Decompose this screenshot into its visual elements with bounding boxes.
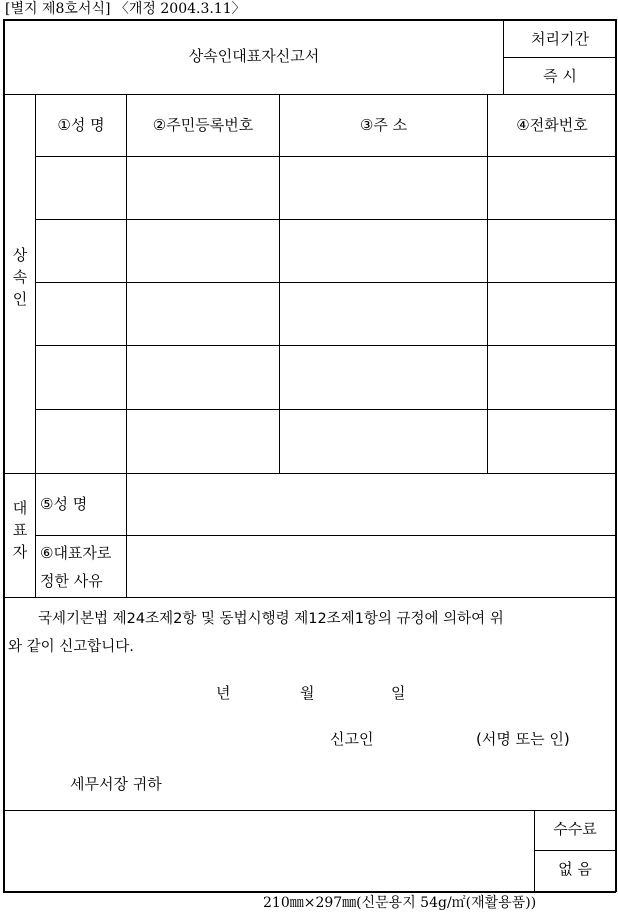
signature-note: (서명 또는 인) <box>476 730 570 748</box>
declaration-line2: 와 같이 신고합니다. <box>8 639 134 655</box>
heir-address-cell[interactable] <box>280 220 487 282</box>
heir-name-cell[interactable] <box>36 157 126 219</box>
column-header-phone: ④전화번호 <box>516 116 588 134</box>
heir-name-cell[interactable] <box>36 283 126 345</box>
processing-period-label: 처리기간 <box>531 30 589 48</box>
heir-phone-cell[interactable] <box>488 157 615 219</box>
representative-name-field[interactable] <box>127 474 615 535</box>
reporter-label: 신고인 <box>330 730 374 748</box>
heir-resident-number-cell[interactable] <box>127 346 279 409</box>
representative-name-label: ⑤성 명 <box>40 495 88 513</box>
representative-reason-label-line2: 정한 사유 <box>40 572 103 590</box>
representative-reason-label-line1: ⑥대표자로 <box>40 544 112 562</box>
heir-address-cell[interactable] <box>280 283 487 345</box>
recipient-tax-office: 세무서장 귀하 <box>70 775 162 793</box>
heir-name-cell[interactable] <box>36 410 126 473</box>
table-row <box>36 346 615 409</box>
representative-reason-field[interactable] <box>127 536 615 597</box>
column-header-name: ①성 명 <box>57 116 105 134</box>
heir-resident-number-cell[interactable] <box>127 220 279 282</box>
heir-phone-cell[interactable] <box>488 283 615 345</box>
table-row <box>36 410 615 473</box>
heirs-section-label: 상 속 인 <box>12 246 28 308</box>
paper-spec: 210㎜×297㎜(신문용지 54g/㎡(재활용품)) <box>263 895 537 911</box>
column-header-resident-number: ②주민등록번호 <box>152 116 254 134</box>
heir-address-cell[interactable] <box>280 157 487 219</box>
heir-name-cell[interactable] <box>36 346 126 409</box>
heir-address-cell[interactable] <box>280 346 487 409</box>
heir-phone-cell[interactable] <box>488 346 615 409</box>
heir-resident-number-cell[interactable] <box>127 157 279 219</box>
declaration-line1: 국세기본법 제24조제2항 및 동법시행령 제12조제1항의 규정에 의하여 위 <box>38 611 504 627</box>
column-header-address: ③주 소 <box>359 116 408 134</box>
date-month-label: 월 <box>300 684 315 702</box>
heir-address-cell[interactable] <box>280 410 487 473</box>
fee-value: 없 음 <box>558 860 592 878</box>
date-day-label: 일 <box>391 684 406 702</box>
heir-resident-number-cell[interactable] <box>127 283 279 345</box>
heir-phone-cell[interactable] <box>488 410 615 473</box>
fee-label: 수수료 <box>553 820 597 838</box>
form-number: [별지 제8호서식] 〈개정 2004.3.11〉 <box>5 1 246 17</box>
date-year-label: 년 <box>216 684 231 702</box>
representative-section-label: 대 표 자 <box>12 499 28 561</box>
heir-phone-cell[interactable] <box>488 220 615 282</box>
heir-resident-number-cell[interactable] <box>127 410 279 473</box>
table-row <box>36 220 615 282</box>
table-row <box>36 283 615 345</box>
form-title: 상속인대표자신고서 <box>188 47 320 65</box>
table-row <box>36 157 615 219</box>
heir-name-cell[interactable] <box>36 220 126 282</box>
processing-period-value: 즉 시 <box>543 67 577 85</box>
